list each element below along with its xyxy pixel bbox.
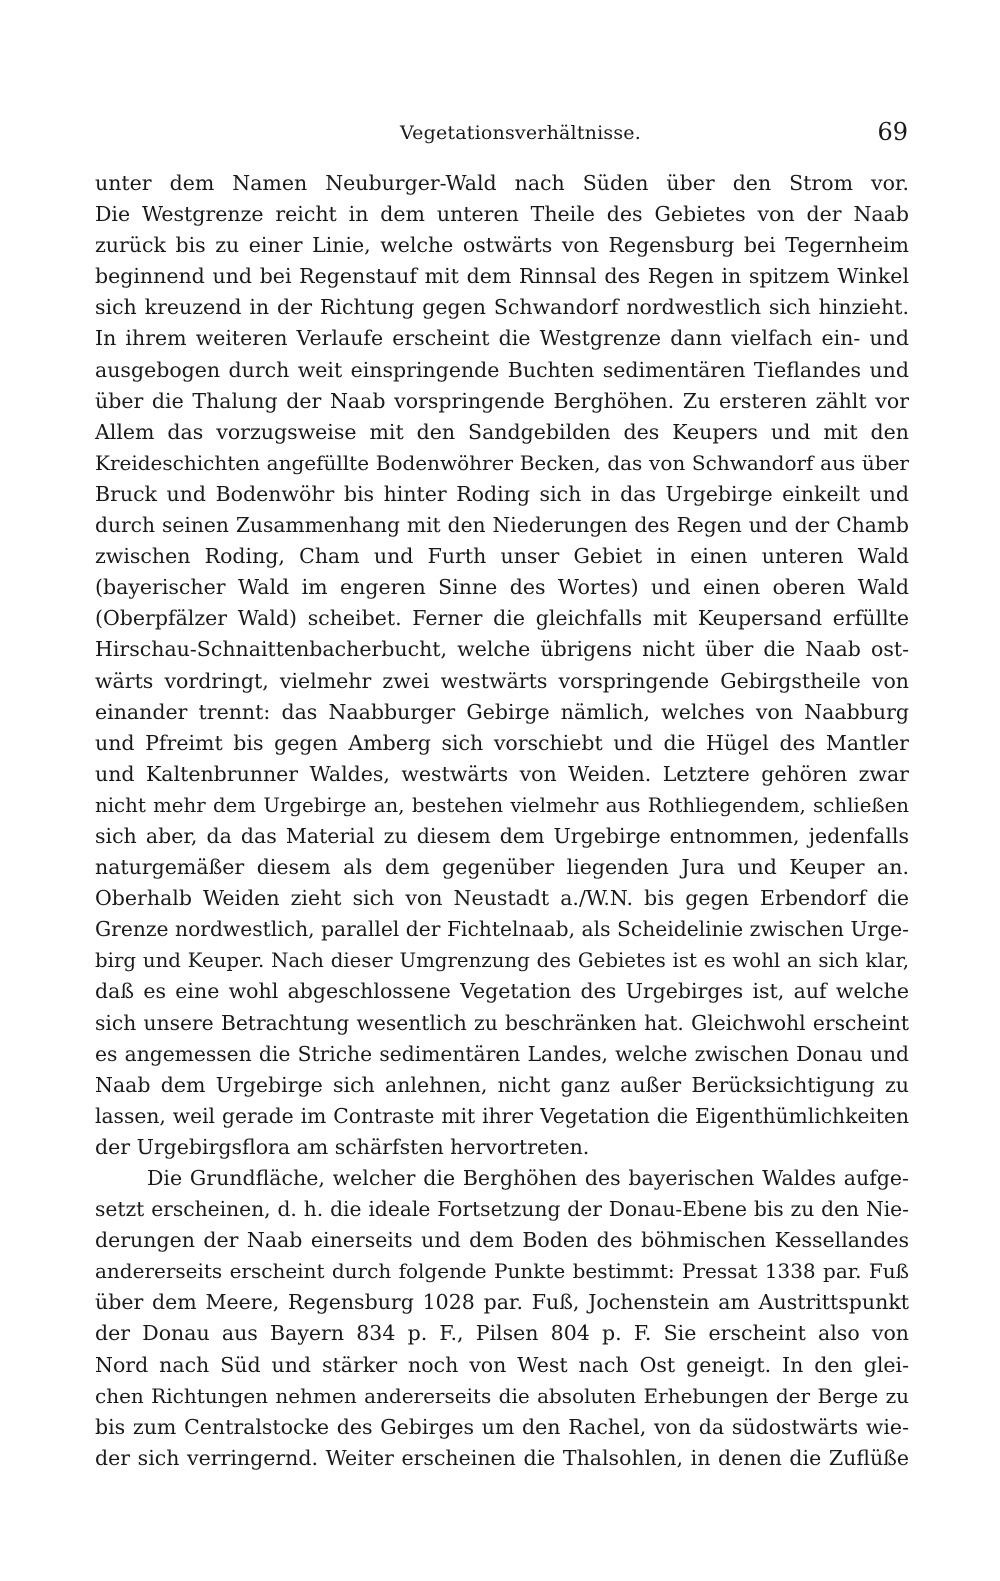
text-line: In ihrem weiteren Verlaufe erscheint die Westgrenze dann vielfach ein- und <box>95 326 909 351</box>
text-line: (Oberpfälzer Wald) scheibet. Ferner die gleichfalls mit Keupersand erfüllte <box>95 606 909 631</box>
paragraph <box>95 1163 909 1474</box>
text-line: über dem Meere, Regensburg 1028 par. Fuß, Jochenstein am Austrittspunkt <box>95 1290 909 1315</box>
text-line: zurück bis zu einer Linie, welche ostwärts von Regensburg bei Tegernheim <box>95 233 909 258</box>
text-line: durch seinen Zusammenhang mit den Niederungen des Regen und der Chamb <box>95 513 909 538</box>
text-line: setzt erscheinen, d. h. die ideale Fortsetzung der Donau-Ebene bis zu den Nie- <box>95 1197 909 1222</box>
text-line: der Donau aus Bayern 834 p. F., Pilsen 804 p. F. Sie erscheint also von <box>95 1321 909 1346</box>
text-line: wärts vordringt, vielmehr zwei westwärts vorspringende Gebirgstheile von <box>95 668 909 693</box>
text-line: sich unsere Betrachtung wesentlich zu beschränken hat. Gleichwohl erscheint <box>95 1010 909 1035</box>
text-line: sich aber, da das Material zu diesem dem Urgebirge entnommen, jedenfalls <box>95 823 909 848</box>
text-line: einander trennt: das Naabburger Gebirge nämlich, welches von Naabburg <box>95 699 909 724</box>
text-line: unter dem Namen Neuburger-Wald nach Süden über den Strom vor. <box>95 171 909 195</box>
text-line: zwischen Roding, Cham und Furth unser Gebiet in einen unteren Wald <box>95 544 909 569</box>
text-line: Bruck und Bodenwöhr bis hinter Roding sich in das Urgebirge einkeilt und <box>95 481 909 506</box>
text-line: Die Westgrenze reicht in dem unteren Theile des Gebietes von der Naab <box>95 202 909 227</box>
text-line: es angemessen die Striche sedimentären Landes, welche zwischen Donau und <box>95 1041 909 1066</box>
text-line: birg und Keuper. Nach dieser Umgrenzung des Gebietes ist es wohl an sich klar, <box>95 949 909 973</box>
text-line: Allem das vorzugsweise mit den Sandgebilden des Keupers und mit den <box>95 419 909 444</box>
text-line: Kreideschichten angefüllte Bodenwöhrer Becken, das von Schwandorf aus über <box>95 450 909 475</box>
text-line: Die Grundfläche, welcher die Berghöhen des bayerischen Waldes aufge- <box>147 1166 909 1190</box>
text-line: über die Thalung der Naab vorspringende Berghöhen. Zu ersteren zählt vor <box>95 388 909 413</box>
text-line: und Kaltenbrunner Waldes, westwärts von Weiden. Letztere gehören zwar <box>95 761 909 786</box>
text-line: der Urgebirgsflora am schärfsten hervortreten. <box>95 1134 590 1159</box>
text-line: beginnend und bei Regenstauf mit dem Rinnsal des Regen in spitzem Winkel <box>95 264 909 289</box>
text-line: Grenze nordwestlich, parallel der Fichtelnaab, als Scheidelinie zwischen Urge- <box>95 917 909 942</box>
text-line: Nord nach Süd und stärker noch von West nach Ost geneigt. In den glei- <box>95 1352 909 1377</box>
paragraph <box>95 168 909 1163</box>
text-line: derungen der Naab einerseits und dem Boden des böhmischen Kessellandes <box>95 1228 909 1253</box>
text-line: der sich verringernd. Weiter erscheinen die Thalsohlen, in denen die Zuflüße <box>95 1445 909 1470</box>
text-line: nicht mehr dem Urgebirge an, bestehen vielmehr aus Rothliegendem, schließen <box>95 793 909 817</box>
text-line: (bayerischer Wald im engeren Sinne des Wortes) und einen oberen Wald <box>95 575 909 600</box>
text-line: naturgemäßer diesem als dem gegenüber liegenden Jura und Keuper an. <box>95 855 909 880</box>
text-line: lassen, weil gerade im Contraste mit ihrer Vegetation die Eigenthümlichkeiten <box>95 1103 909 1128</box>
body-text <box>95 168 909 1474</box>
text-line: andererseits erscheint durch folgende Punkte bestimmt: Pressat 1338 par. Fuß <box>95 1259 909 1284</box>
running-head: Vegetationsverhältnisse. <box>400 122 641 144</box>
text-line: Hirschau-Schnaittenbacherbucht, welche übrigens nicht über die Naab ost- <box>95 637 909 662</box>
text-line: Naab dem Urgebirge sich anlehnen, nicht ganz außer Berücksichtigung zu <box>95 1072 909 1097</box>
text-line: ausgebogen durch weit einspringende Buchten sedimentären Tieflandes und <box>95 357 909 382</box>
text-line: und Pfreimt bis gegen Amberg sich vorschiebt und die Hügel des Mantler <box>95 730 909 755</box>
page-number: 69 <box>877 118 908 146</box>
text-line: bis zum Centralstocke des Gebirges um den Rachel, von da südostwärts wie- <box>95 1414 909 1439</box>
text-line: chen Richtungen nehmen andererseits die absoluten Erhebungen der Berge zu <box>95 1383 909 1408</box>
text-line: daß es eine wohl abgeschlossene Vegetation des Urgebirges ist, auf welche <box>95 979 909 1004</box>
text-line: Oberhalb Weiden zieht sich von Neustadt a./W.N. bis gegen Erbendorf die <box>95 886 909 911</box>
text-line: sich kreuzend in der Richtung gegen Schwandorf nordwestlich sich hinzieht. <box>95 295 909 320</box>
